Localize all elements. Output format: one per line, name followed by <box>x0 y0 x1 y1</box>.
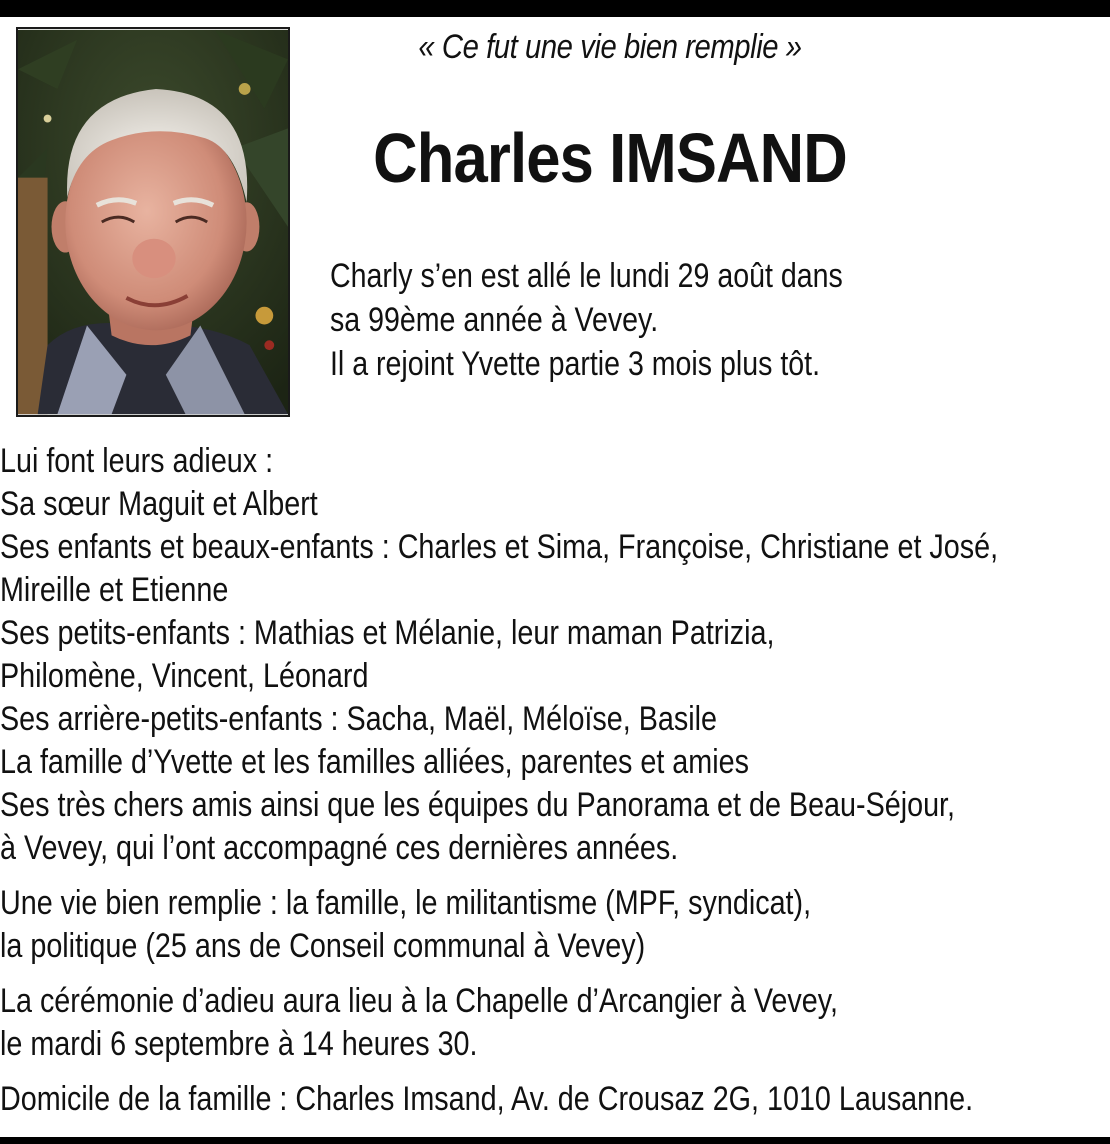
domicile-line: Domicile de la famille : Charles Imsand, Av. de Crousaz 2G, 1010 Lausanne. <box>0 1080 974 1118</box>
farewell-line: Ses enfants et beaux-enfants : Charles et Sima, Françoise, Christiane et José, <box>0 528 999 566</box>
farewell-line: à Vevey, qui l’ont accompagné ces dernières années. <box>0 829 679 867</box>
farewell-line: Ses très chers amis ainsi que les équipes du Panorama et de Beau-Séjour, <box>0 786 956 824</box>
epitaph-quote: « Ce fut une vie bien remplie » <box>418 28 802 66</box>
ceremony-line: La cérémonie d’adieu aura lieu à la Chapelle d’Arcangier à Vevey, <box>0 982 838 1020</box>
life-line: Une vie bien remplie : la famille, le militantisme (MPF, syndicat), <box>0 884 812 922</box>
farewell-line: Mireille et Etienne <box>0 571 229 609</box>
obituary-body <box>0 440 1099 1121</box>
farewell-line: Philomène, Vincent, Léonard <box>0 657 369 695</box>
death-announcement <box>330 254 968 386</box>
farewell-line: La famille d’Yvette et les familles alliées, parentes et amies <box>0 743 749 781</box>
ceremony-paragraph <box>0 980 1099 1066</box>
life-line: la politique (25 ans de Conseil communal à Vevey) <box>0 927 646 965</box>
bottom-rule <box>0 1137 1110 1144</box>
intro-line: Il a rejoint Yvette partie 3 mois plus tôt. <box>330 345 821 383</box>
portrait-illustration <box>18 29 288 415</box>
domicile-paragraph <box>0 1078 1099 1121</box>
farewell-line: Lui font leurs adieux : <box>0 442 274 480</box>
ceremony-line: le mardi 6 septembre à 14 heures 30. <box>0 1025 478 1063</box>
farewell-line: Ses arrière-petits-enfants : Sacha, Maël, Méloïse, Basile <box>0 700 717 738</box>
farewell-paragraph <box>0 440 1099 870</box>
life-paragraph <box>0 882 1099 968</box>
deceased-name: Charles IMSAND <box>373 119 847 197</box>
farewell-line: Ses petits-enfants : Mathias et Mélanie, leur maman Patrizia, <box>0 614 775 652</box>
portrait-photo <box>16 27 290 417</box>
top-rule <box>0 0 1110 17</box>
farewell-line: Sa sœur Maguit et Albert <box>0 485 318 523</box>
intro-line: Charly s’en est allé le lundi 29 août dans <box>330 257 843 295</box>
intro-line: sa 99ème année à Vevey. <box>330 301 659 339</box>
